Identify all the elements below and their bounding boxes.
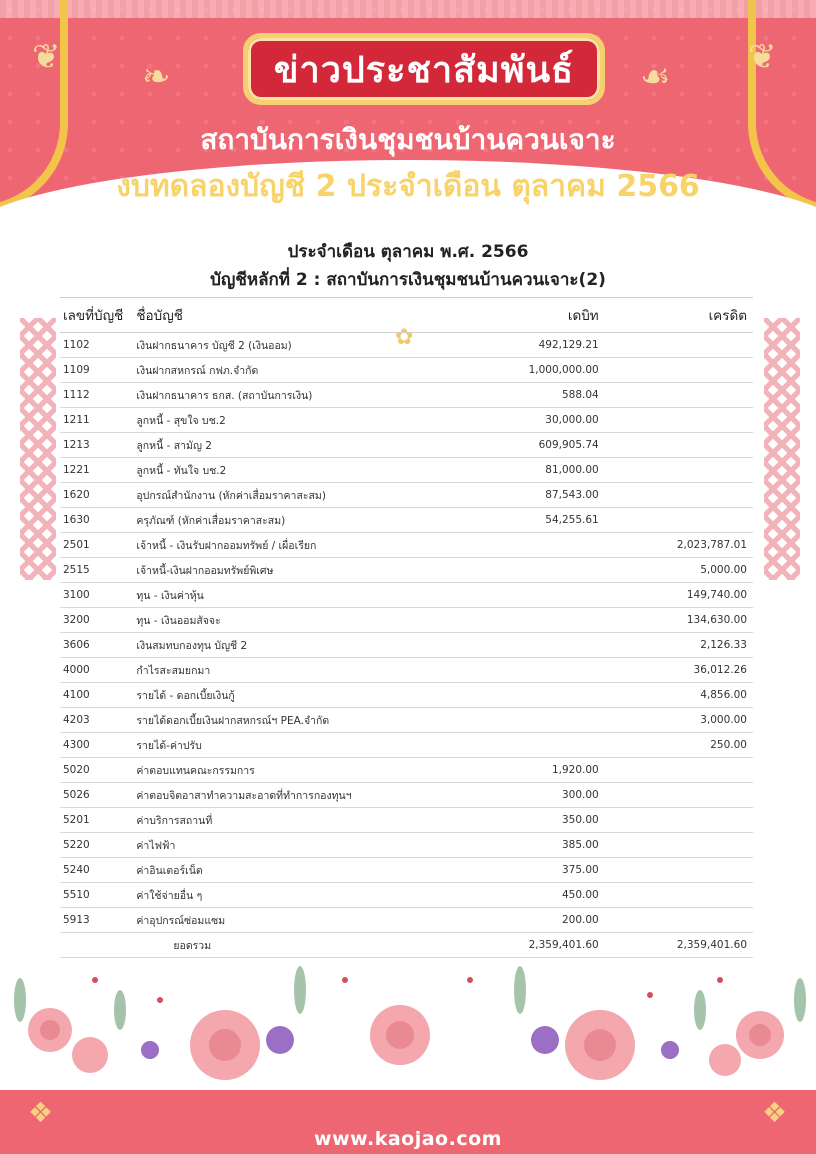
account-name-cell: รายได้ดอกเบี้ยเงินฝากสหกรณ์ฯ PEA.จำกัด	[133, 708, 427, 733]
column-header-account-no: เลขที่บัญชี	[60, 298, 133, 333]
credit-cell	[605, 858, 753, 883]
account-no-cell: 1211	[60, 408, 133, 433]
account-name-cell: เงินฝากสหกรณ์ กฟภ.จำกัด	[133, 358, 427, 383]
account-no-cell: 4000	[60, 658, 133, 683]
table-row	[60, 433, 753, 458]
table-row	[60, 658, 753, 683]
table-row	[60, 808, 753, 833]
debit-cell: 375.00	[427, 858, 604, 883]
debit-cell: 81,000.00	[427, 458, 604, 483]
flourish-icon: ❦	[32, 37, 61, 77]
report-subtitle: งบทดลองบัญชี 2 ประจำเดือน ตุลาคม 2566	[116, 169, 700, 204]
diamond-border-right	[764, 318, 800, 580]
debit-cell: 350.00	[427, 808, 604, 833]
table-row	[60, 683, 753, 708]
credit-cell	[605, 358, 753, 383]
debit-cell: 87,543.00	[427, 483, 604, 508]
account-name-cell: รายได้-ค่าปรับ	[133, 733, 427, 758]
table-row	[60, 833, 753, 858]
diamond-border-left	[20, 318, 56, 580]
credit-cell	[605, 833, 753, 858]
lotus-ornament-icon: ✿	[395, 325, 414, 350]
debit-cell: 450.00	[427, 883, 604, 908]
column-header-credit: เครดิต	[605, 298, 753, 333]
account-name-cell: ค่าใช้จ่ายอื่น ๆ	[133, 883, 427, 908]
credit-cell: 5,000.00	[605, 558, 753, 583]
debit-cell: 1,920.00	[427, 758, 604, 783]
account-name-cell: เงินฝากธนาคาร ธกส. (สถาบันการเงิน)	[133, 383, 427, 408]
account-no-cell: 1213	[60, 433, 133, 458]
header-banner	[0, 0, 816, 215]
account-name-cell: ค่าตอบแทนคณะกรรมการ	[133, 758, 427, 783]
debit-cell	[427, 533, 604, 558]
account-name-cell: ค่าบริการสถานที่	[133, 808, 427, 833]
debit-cell	[427, 733, 604, 758]
table-body	[60, 333, 753, 958]
table-row	[60, 633, 753, 658]
table-header-row	[60, 298, 753, 333]
credit-cell	[605, 508, 753, 533]
report-account-line: บัญชีหลักที่ 2 : สถาบันการเงินชุมชนบ้านควนเจาะ(2)	[210, 270, 606, 290]
flourish-icon: ☙	[640, 57, 671, 97]
debit-cell	[427, 658, 604, 683]
account-no-cell: 1620	[60, 483, 133, 508]
account-no-cell: 5026	[60, 783, 133, 808]
footer-website-link[interactable]: www.kaojao.com	[314, 1128, 502, 1150]
debit-cell: 300.00	[427, 783, 604, 808]
account-no-cell: 2515	[60, 558, 133, 583]
account-no-cell: 5020	[60, 758, 133, 783]
flower-garland-illustration	[0, 940, 816, 1100]
debit-cell: 385.00	[427, 833, 604, 858]
credit-cell	[605, 908, 753, 933]
account-no-cell: 3100	[60, 583, 133, 608]
account-no-cell: 3606	[60, 633, 133, 658]
credit-cell: 250.00	[605, 733, 753, 758]
total-label-cell: ยอดรวม	[133, 933, 427, 958]
credit-cell	[605, 483, 753, 508]
account-no-cell: 1630	[60, 508, 133, 533]
credit-cell: 149,740.00	[605, 583, 753, 608]
account-name-cell: ค่าอินเตอร์เน็ต	[133, 858, 427, 883]
table-row	[60, 458, 753, 483]
credit-cell	[605, 408, 753, 433]
total-credit-cell: 2,359,401.60	[605, 933, 753, 958]
debit-cell: 30,000.00	[427, 408, 604, 433]
table-row	[60, 783, 753, 808]
account-name-cell: รายได้ - ดอกเบี้ยเงินกู้	[133, 683, 427, 708]
debit-cell: 200.00	[427, 908, 604, 933]
table-row	[60, 858, 753, 883]
account-name-cell: ลูกหนี้ - ทันใจ บช.2	[133, 458, 427, 483]
credit-cell	[605, 883, 753, 908]
credit-cell: 134,630.00	[605, 608, 753, 633]
debit-cell	[427, 608, 604, 633]
table-row	[60, 508, 753, 533]
debit-cell	[427, 708, 604, 733]
credit-cell	[605, 758, 753, 783]
ornament-icon: ❖	[762, 1096, 788, 1129]
table-row	[60, 883, 753, 908]
column-header-debit: เดบิท	[427, 298, 604, 333]
account-no-cell: 1221	[60, 458, 133, 483]
account-no-cell: 4203	[60, 708, 133, 733]
table-row	[60, 533, 753, 558]
table-row	[60, 483, 753, 508]
credit-cell: 3,000.00	[605, 708, 753, 733]
debit-cell	[427, 583, 604, 608]
flourish-icon: ❧	[142, 57, 171, 97]
account-name-cell: เจ้าหนี้ - เงินรับฝากออมทรัพย์ / เผื่อเรียก	[133, 533, 427, 558]
debit-cell: 492,129.21	[427, 333, 604, 358]
account-no-cell: 1109	[60, 358, 133, 383]
column-header-account-name: ชื่อบัญชี	[133, 298, 427, 333]
debit-cell: 1,000,000.00	[427, 358, 604, 383]
credit-cell	[605, 433, 753, 458]
table-row	[60, 733, 753, 758]
credit-cell	[605, 783, 753, 808]
account-no-cell: 5913	[60, 908, 133, 933]
account-no-cell: 5510	[60, 883, 133, 908]
flourish-icon: ❦	[748, 37, 777, 77]
table-row	[60, 558, 753, 583]
debit-cell: 588.04	[427, 383, 604, 408]
table-row	[60, 908, 753, 933]
debit-cell	[427, 633, 604, 658]
account-name-cell: ทุน - เงินออมสัจจะ	[133, 608, 427, 633]
account-name-cell: ค่าอุปกรณ์ซ่อมแซม	[133, 908, 427, 933]
debit-cell	[427, 558, 604, 583]
total-debit-cell: 2,359,401.60	[427, 933, 604, 958]
account-name-cell: ลูกหนี้ - สุขใจ บช.2	[133, 408, 427, 433]
account-no-cell: 5240	[60, 858, 133, 883]
account-name-cell: เจ้าหนี้-เงินฝากออมทรัพย์พิเศษ	[133, 558, 427, 583]
table-row	[60, 333, 753, 358]
account-name-cell: ทุน - เงินค่าหุ้น	[133, 583, 427, 608]
account-no-cell: 5201	[60, 808, 133, 833]
credit-cell	[605, 333, 753, 358]
ornament-icon: ❖	[28, 1096, 54, 1129]
account-name-cell: เงินสมทบกองทุน บัญชี 2	[133, 633, 427, 658]
account-no-cell: 3200	[60, 608, 133, 633]
credit-cell	[605, 808, 753, 833]
account-name-cell: ลูกหนี้ - สามัญ 2	[133, 433, 427, 458]
table-row	[60, 608, 753, 633]
account-name-cell: ค่าตอบจิตอาสาทำความสะอาดที่ทำการกองทุนฯ	[133, 783, 427, 808]
account-no-cell: 4100	[60, 683, 133, 708]
org-name: สถาบันการเงินชุมชนบ้านควนเจาะ	[200, 123, 616, 156]
account-no-cell: 5220	[60, 833, 133, 858]
account-name-cell: เงินฝากธนาคาร บัญชี 2 (เงินออม)	[133, 333, 427, 358]
table-row	[60, 383, 753, 408]
account-no-cell: 4300	[60, 733, 133, 758]
account-no-cell: 2501	[60, 533, 133, 558]
account-no-cell: 1112	[60, 383, 133, 408]
title-plate	[243, 33, 605, 105]
debit-cell: 54,255.61	[427, 508, 604, 533]
header-lace-strip	[0, 0, 816, 18]
debit-cell: 609,905.74	[427, 433, 604, 458]
report-date-line: ประจำเดือน ตุลาคม พ.ศ. 2566	[287, 242, 529, 262]
credit-cell	[605, 458, 753, 483]
account-no-cell: 1102	[60, 333, 133, 358]
trial-balance-table	[60, 297, 753, 958]
credit-cell	[605, 383, 753, 408]
debit-cell	[427, 683, 604, 708]
table-row	[60, 358, 753, 383]
credit-cell: 2,023,787.01	[605, 533, 753, 558]
account-name-cell: อุปกรณ์สำนักงาน (หักค่าเสื่อมราคาสะสม)	[133, 483, 427, 508]
account-name-cell: ครุภัณฑ์ (หักค่าเสื่อมราคาสะสม)	[133, 508, 427, 533]
account-name-cell: ค่าไฟฟ้า	[133, 833, 427, 858]
table-row	[60, 583, 753, 608]
credit-cell: 2,126.33	[605, 633, 753, 658]
account-name-cell: กำไรสะสมยกมา	[133, 658, 427, 683]
credit-cell: 4,856.00	[605, 683, 753, 708]
table-row	[60, 408, 753, 433]
table-row	[60, 708, 753, 733]
credit-cell: 36,012.26	[605, 658, 753, 683]
table-row	[60, 758, 753, 783]
page-title: ข่าวประชาสัมพันธ์	[273, 49, 575, 91]
